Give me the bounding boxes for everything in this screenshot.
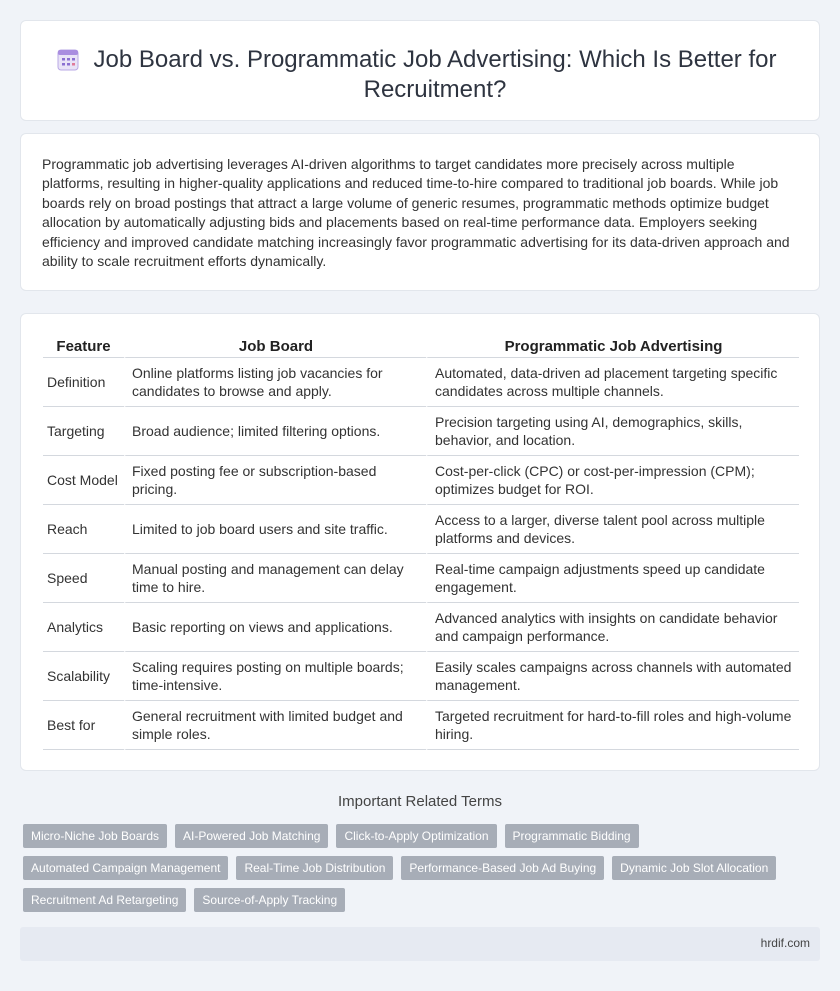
related-term-tag[interactable]: Recruitment Ad Retargeting (23, 888, 186, 912)
related-term-tag[interactable]: Programmatic Bidding (505, 824, 639, 848)
comparison-table (43, 336, 799, 750)
table-header-row (43, 336, 799, 358)
feature-cell: Definition (43, 358, 124, 407)
related-term-tag[interactable]: Dynamic Job Slot Allocation (612, 856, 776, 880)
related-term-tag[interactable]: Click-to-Apply Optimization (336, 824, 496, 848)
programmatic-cell: Access to a larger, diverse talent pool across multiple platforms and devices. (426, 505, 799, 554)
feature-cell: Reach (43, 505, 124, 554)
programmatic-cell: Automated, data-driven ad placement targeting specific candidates across multiple channels. (426, 358, 799, 407)
table-row (43, 701, 799, 750)
job-board-cell: Limited to job board users and site traffic. (124, 505, 426, 554)
feature-cell: Best for (43, 701, 124, 750)
feature-cell: Analytics (43, 603, 124, 652)
job-board-cell: Broad audience; limited filtering options. (124, 407, 426, 456)
programmatic-cell: Real-time campaign adjustments speed up candidate engagement. (426, 554, 799, 603)
job-board-cell: General recruitment with limited budget and simple roles. (124, 701, 426, 750)
job-board-cell: Manual posting and management can delay time to hire. (124, 554, 426, 603)
table-row (43, 603, 799, 652)
table-row (43, 652, 799, 701)
footer (20, 927, 820, 961)
table-row (43, 505, 799, 554)
feature-cell: Scalability (43, 652, 124, 701)
header-job-board: Job Board (124, 336, 426, 358)
feature-cell: Cost Model (43, 456, 124, 505)
job-board-cell: Fixed posting fee or subscription-based pricing. (124, 456, 426, 505)
job-board-cell: Online platforms listing job vacancies for candidates to browse and apply. (124, 358, 426, 407)
footer-site-link[interactable]: hrdif.com (760, 936, 810, 950)
programmatic-cell: Targeted recruitment for hard-to-fill roles and high-volume hiring. (426, 701, 799, 750)
intro-paragraph: Programmatic job advertising leverages AI-driven algorithms to target candidates more precisely across multiple platforms, resulting in higher-quality applications and reduced time-to-hire compared to traditional job boards. While job boards rely on broad postings that attract a large volume of generic resumes, programmatic methods optimize budget allocation by automatically adjusting bids and placements based on real-time performance data. Employers seeking efficiency and improved candidate matching increasingly favor programmatic advertising for its data-driven approach and ability to scale recruitment efforts dynamically. (42, 156, 790, 270)
job-board-cell: Scaling requires posting on multiple boards; time-intensive. (124, 652, 426, 701)
header-feature: Feature (43, 336, 124, 358)
related-term-tag[interactable]: Performance-Based Job Ad Buying (401, 856, 604, 880)
related-term-tag[interactable]: Real-Time Job Distribution (236, 856, 393, 880)
related-term-tag[interactable]: Source-of-Apply Tracking (194, 888, 345, 912)
programmatic-cell: Easily scales campaigns across channels with automated management. (426, 652, 799, 701)
table-row (43, 358, 799, 407)
related-terms-list (23, 824, 813, 912)
related-term-tag[interactable]: Micro-Niche Job Boards (23, 824, 167, 848)
intro-card (20, 133, 820, 291)
related-term-tag[interactable]: Automated Campaign Management (23, 856, 228, 880)
feature-cell: Targeting (43, 407, 124, 456)
feature-cell: Speed (43, 554, 124, 603)
related-term-tag[interactable]: AI-Powered Job Matching (175, 824, 328, 848)
table-row (43, 554, 799, 603)
table-row (43, 407, 799, 456)
comparison-card (20, 313, 820, 771)
programmatic-cell: Precision targeting using AI, demographics, skills, behavior, and location. (426, 407, 799, 456)
job-board-cell: Basic reporting on views and applications. (124, 603, 426, 652)
page-title: Job Board vs. Programmatic Job Advertising: Which Is Better for Recruitment? (93, 46, 777, 103)
title-card (20, 20, 820, 121)
programmatic-cell: Advanced analytics with insights on candidate behavior and campaign performance. (426, 603, 799, 652)
related-terms-title: Important Related Terms (338, 793, 502, 810)
header-programmatic: Programmatic Job Advertising (426, 336, 799, 358)
table-row (43, 456, 799, 505)
programmatic-cell: Cost-per-click (CPC) or cost-per-impression (CPM); optimizes budget for ROI. (426, 456, 799, 505)
